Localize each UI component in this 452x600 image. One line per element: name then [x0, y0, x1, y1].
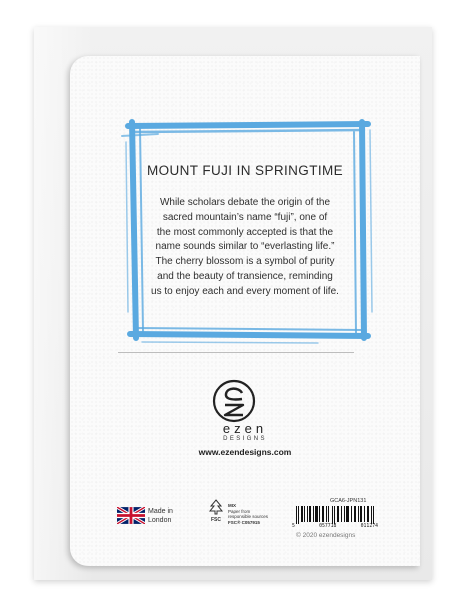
- description-line: name sounds similar to “everlasting life.”: [155, 241, 335, 253]
- fsc-tree-icon: [208, 498, 224, 524]
- fsc-line2: responsible sources: [228, 514, 269, 520]
- barcode-right-digits: 011274: [360, 524, 378, 529]
- brand-name: ezen: [222, 421, 268, 436]
- description-line: us to enjoy each and every moment of life.: [151, 285, 339, 297]
- website-url: www.ezendesigns.com: [198, 447, 292, 457]
- description-line: and the beauty of transience, reminding: [157, 270, 333, 282]
- fsc-mix: MIX: [228, 503, 237, 508]
- uk-flag-icon: [117, 507, 145, 524]
- fsc-code: FSC® C057915: [228, 519, 260, 525]
- made-in-label: [148, 507, 173, 525]
- description-line: The cherry blossom is a symbol of purity: [155, 256, 335, 268]
- card-description: [142, 196, 348, 300]
- description-line: While scholars debate the origin of the: [159, 197, 331, 208]
- fsc-text: [228, 503, 268, 525]
- card-title: MOUNT FUJI IN SPRINGTIME: [146, 163, 344, 178]
- description-line: the most commonly accepted is that the: [156, 226, 334, 238]
- fsc-label: FSC: [211, 517, 221, 523]
- copyright-notice: © 2020 ezendesigns: [296, 532, 356, 539]
- description-line: sacred mountain’s name “fuji”, one of: [162, 211, 328, 223]
- ezen-logo-icon: [211, 378, 257, 424]
- barcode: [296, 506, 374, 524]
- barcode-first-digit: 5: [292, 524, 295, 529]
- made-in-line: Made in: [148, 508, 173, 515]
- fsc-line1: Paper from: [228, 508, 251, 514]
- made-in-city: London: [148, 517, 172, 524]
- divider: [118, 352, 354, 353]
- product-code: GCA6-JPN131: [330, 498, 367, 504]
- brand-subtitle: DESIGNS: [223, 436, 267, 442]
- barcode-left-digits: 057718: [319, 524, 337, 529]
- barcode-numbers: [292, 524, 378, 529]
